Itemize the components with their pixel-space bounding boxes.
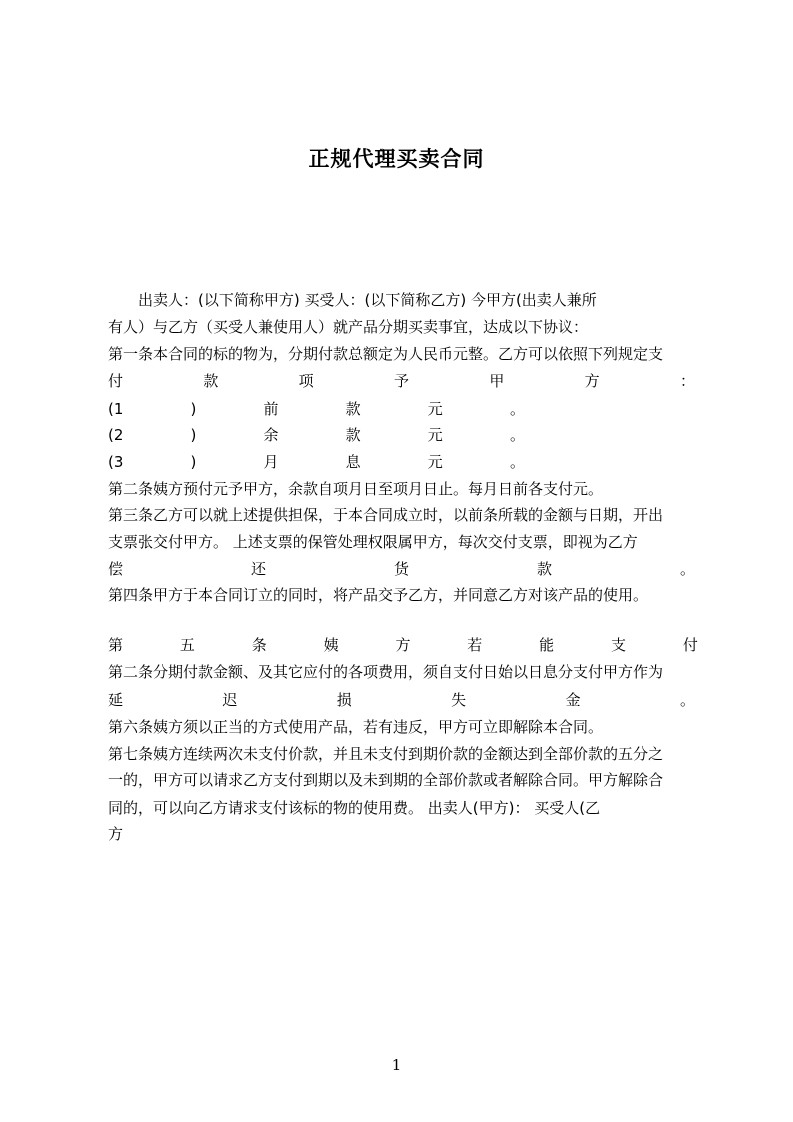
line-char: 延 <box>108 691 124 709</box>
line-char: 偿 <box>108 560 124 578</box>
line-char: 支 <box>611 636 627 654</box>
justified-line <box>108 557 695 581</box>
paragraph-line: 有人）与乙方（买受人兼使用人）就产品分期买卖事宜，达成以下协议： <box>108 318 589 336</box>
paragraph-line: 第一条本合同的标的物为，分期付款总额定为人民币元整。乙方可以依照下列规定支 <box>108 345 664 363</box>
line-char: 五 <box>179 636 195 654</box>
line-char: 迟 <box>222 691 238 709</box>
line-char: 损 <box>336 691 352 709</box>
justified-line <box>108 369 695 393</box>
line-char: 甲 <box>489 372 505 390</box>
justified-line <box>108 633 698 657</box>
paragraph-line: 出卖人：(以下简称甲方) 买受人：(以下简称乙方) 今甲方(出卖人兼所 <box>138 291 597 309</box>
line-char: 款 <box>203 372 219 390</box>
line-char: 。 <box>509 400 525 418</box>
line-char: 姨 <box>323 636 339 654</box>
line-char: 予 <box>393 372 409 390</box>
line-char: 元 <box>427 400 443 418</box>
justified-line <box>108 397 525 421</box>
line-char: 款 <box>345 400 361 418</box>
line-char: 还 <box>250 560 266 578</box>
paragraph-line: 第六条姨方须以正当的方式使用产品，若有违反，甲方可立即解除本合同。 <box>108 718 604 736</box>
line-char: 付 <box>108 372 124 390</box>
line-char: 。 <box>509 426 525 444</box>
line-char: 第 <box>108 636 124 654</box>
line-char: 前 <box>263 400 279 418</box>
line-char: 款 <box>345 426 361 444</box>
paragraph-line: 方 <box>108 825 124 843</box>
line-char: 。 <box>679 691 695 709</box>
line-char: 元 <box>427 426 443 444</box>
line-char: (3 <box>108 453 124 471</box>
line-char: 。 <box>679 560 695 578</box>
line-char: 元 <box>427 453 443 471</box>
justified-line <box>108 423 525 447</box>
line-char: 金 <box>565 691 581 709</box>
line-char: 月 <box>263 453 279 471</box>
paragraph-line: 同的，可以向乙方请求支付该标的物的使用费。 出卖人(甲方)： 买受人(乙 <box>108 799 601 817</box>
paragraph-line: 第四条甲方于本合同订立的同时，将产品交予乙方，并同意乙方对该产品的使用。 <box>108 586 649 604</box>
line-char: 方 <box>395 636 411 654</box>
line-char: 。 <box>509 453 525 471</box>
document-title: 正规代理买卖合同 <box>308 147 485 171</box>
line-char: ： <box>679 372 695 390</box>
line-char: 失 <box>451 691 467 709</box>
line-char: 项 <box>298 372 314 390</box>
paragraph-line: 第二条分期付款金额、及其它应付的各项费用，须自支付日始以日息分支付甲方作为 <box>108 663 664 681</box>
line-char: ) <box>190 400 197 418</box>
line-char: 若 <box>467 636 483 654</box>
line-char: 能 <box>539 636 555 654</box>
line-char: 方 <box>584 372 600 390</box>
justified-line <box>108 450 525 474</box>
line-char: 付 <box>682 636 698 654</box>
line-char: 货 <box>393 560 409 578</box>
paragraph-line: 第三条乙方可以就上述提供担保，于本合同成立时，以前条所载的金额与日期，开出 <box>108 506 664 524</box>
justified-line <box>108 688 695 712</box>
line-char: 条 <box>251 636 267 654</box>
line-char: 款 <box>536 560 552 578</box>
line-char: ) <box>190 426 197 444</box>
paragraph-line: 第七条姨方连续两次未支付价款，并且未支付到期价款的金额达到全部价款的五分之 <box>108 745 664 763</box>
paragraph-line: 支票张交付甲方。 上述支票的保管处理权限属甲方，每次交付支票，即视为乙方 <box>108 533 638 551</box>
line-char: (1 <box>108 400 124 418</box>
line-char: ) <box>190 453 197 471</box>
paragraph-line: 第二条姨方预付元予甲方，余款自项月日至项月日止。每月日前各支付元。 <box>108 480 604 498</box>
paragraph-line: 一的，甲方可以请求乙方支付到期以及未到期的全部价款或者解除合同。甲方解除合 <box>108 771 664 789</box>
page-number: 1 <box>391 1056 402 1074</box>
line-char: 余 <box>263 426 279 444</box>
line-char: (2 <box>108 426 124 444</box>
line-char: 息 <box>345 453 361 471</box>
